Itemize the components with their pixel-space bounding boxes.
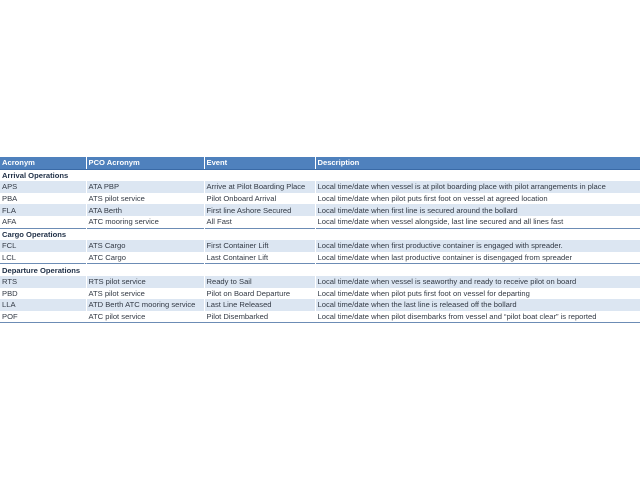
- table-row: [0, 193, 640, 205]
- cell-event: Pilot on Board Departure: [204, 288, 315, 300]
- cell-acronym: RTS: [0, 276, 86, 288]
- cell-description: Local time/date when pilot disembarks from vessel and “pilot boat clear” is reported: [315, 311, 640, 323]
- cell-event: All Fast: [204, 216, 315, 228]
- cell-description: Local time/date when the last line is released off the bollard: [315, 299, 640, 311]
- cell-event: Pilot Onboard Arrival: [204, 193, 315, 205]
- cell-pco-acronym: ATD Berth ATC mooring service: [86, 299, 204, 311]
- cell-pco-acronym: ATA PBP: [86, 181, 204, 193]
- cell-description: Local time/date when pilot puts first foot on vessel for departing: [315, 288, 640, 300]
- cell-pco-acronym: ATC pilot service: [86, 311, 204, 323]
- cell-event: Arrive at Pilot Boarding Place: [204, 181, 315, 193]
- cell-description: Local time/date when vessel is seaworthy and ready to receive pilot on board: [315, 276, 640, 288]
- operations-table: [0, 157, 640, 323]
- cell-acronym: PBD: [0, 288, 86, 300]
- cell-description: Local time/date when vessel is at pilot boarding place with pilot arrangements in place: [315, 181, 640, 193]
- table-row: [0, 252, 640, 264]
- table-row: [0, 276, 640, 288]
- section-row-arrival: [0, 169, 640, 181]
- table-row: [0, 216, 640, 228]
- table-row: [0, 311, 640, 323]
- cell-description: Local time/date when first line is secured around the bollard: [315, 204, 640, 216]
- cell-event: Last Line Released: [204, 299, 315, 311]
- cell-event: Ready to Sail: [204, 276, 315, 288]
- header-description: Description: [315, 157, 640, 169]
- cell-pco-acronym: ATS Cargo: [86, 240, 204, 252]
- cell-event: Pilot Disembarked: [204, 311, 315, 323]
- cell-description: Local time/date when pilot puts first foot on vessel at agreed location: [315, 193, 640, 205]
- section-row-departure: [0, 264, 640, 276]
- table-row: [0, 288, 640, 300]
- table-row: [0, 181, 640, 193]
- cell-pco-acronym: ATS pilot service: [86, 193, 204, 205]
- section-title: Departure Operations: [0, 264, 86, 276]
- table-row: [0, 299, 640, 311]
- section-row-cargo: [0, 228, 640, 240]
- cell-acronym: LLA: [0, 299, 86, 311]
- table-row: [0, 204, 640, 216]
- cell-event: Last Container Lift: [204, 252, 315, 264]
- cell-pco-acronym: RTS pilot service: [86, 276, 204, 288]
- cell-acronym: APS: [0, 181, 86, 193]
- cell-event: First line Ashore Secured: [204, 204, 315, 216]
- cell-acronym: POF: [0, 311, 86, 323]
- cell-description: Local time/date when last productive container is disengaged from spreader: [315, 252, 640, 264]
- cell-acronym: PBA: [0, 193, 86, 205]
- section-title: Cargo Operations: [0, 228, 86, 240]
- cell-description: Local time/date when first productive container is engaged with spreader.: [315, 240, 640, 252]
- header-pco-acronym: PCO Acronym: [86, 157, 204, 169]
- cell-pco-acronym: ATA Berth: [86, 204, 204, 216]
- cell-acronym: FLA: [0, 204, 86, 216]
- cell-acronym: FCL: [0, 240, 86, 252]
- header-event: Event: [204, 157, 315, 169]
- cell-pco-acronym: ATC mooring service: [86, 216, 204, 228]
- header-acronym: Acronym: [0, 157, 86, 169]
- cell-pco-acronym: ATC Cargo: [86, 252, 204, 264]
- cell-acronym: LCL: [0, 252, 86, 264]
- section-title: Arrival Operations: [0, 169, 86, 181]
- table-header-row: [0, 157, 640, 169]
- table-row: [0, 240, 640, 252]
- operations-table-container: [0, 157, 640, 323]
- cell-pco-acronym: ATS pilot service: [86, 288, 204, 300]
- cell-description: Local time/date when vessel alongside, last line secured and all lines fast: [315, 216, 640, 228]
- cell-acronym: AFA: [0, 216, 86, 228]
- cell-event: First Container Lift: [204, 240, 315, 252]
